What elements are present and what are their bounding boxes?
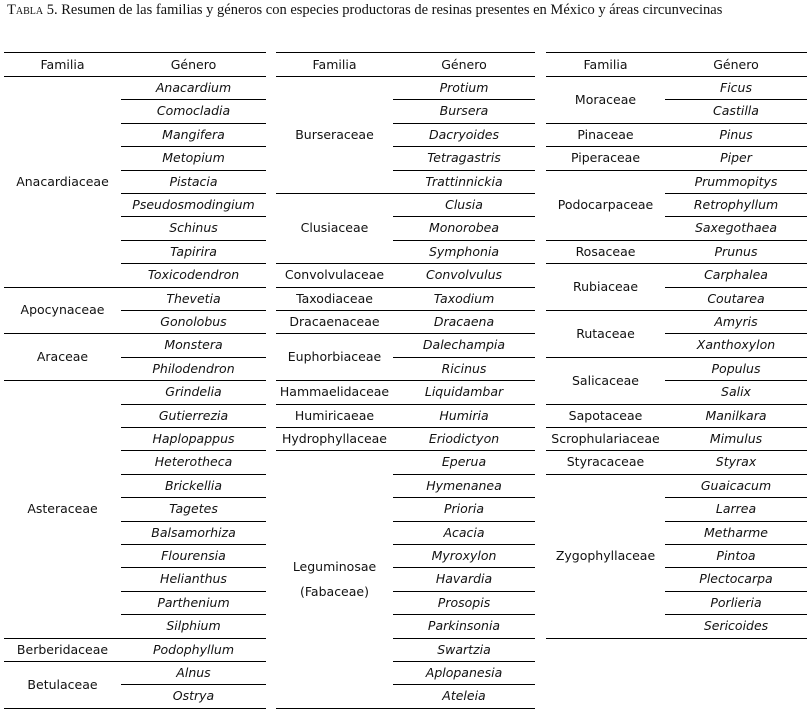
family-name: Anacardiaceae	[16, 173, 109, 189]
genus-name: Mangifera	[162, 126, 225, 142]
genus-name: Plectocarpa	[699, 571, 773, 587]
genus-name: Taxodium	[433, 290, 495, 306]
genus-name: Sericoides	[703, 618, 769, 634]
genus-name: Protium	[439, 80, 489, 95]
family-name: Salicaceae	[572, 372, 639, 388]
family-name: Zygophyllaceae	[555, 548, 656, 563]
family-name: Convolvulaceae	[284, 267, 385, 283]
genus-name: Pseudosmodingium	[132, 197, 255, 212]
family-name: Moraceae	[574, 91, 637, 107]
genus-name: Xanthoxylon	[696, 337, 776, 353]
genus-name: Comocladia	[156, 103, 231, 119]
genus-name: Bursera	[439, 103, 489, 119]
table-caption-text: Resumen de las familias y géneros con especies productoras de resinas presentes en México y áreas circunvecinas	[61, 2, 723, 18]
genus-name: Aplopanesia	[425, 665, 503, 680]
genus-name: Dalechampia	[422, 337, 506, 353]
family-name: Apocynaceae	[20, 302, 105, 318]
genus-name: Balsamorhiza	[151, 524, 236, 540]
genus-name: Gonolobus	[160, 314, 227, 329]
genus-name: Hymenanea	[426, 477, 502, 493]
genus-name: Castilla	[713, 103, 759, 119]
genus-name: Coutarea	[707, 290, 765, 306]
header-genero: Género	[713, 57, 759, 72]
family-rule	[546, 638, 807, 639]
family-name: Rubiaceae	[572, 278, 639, 294]
genus-name: Guaicacum	[700, 477, 772, 493]
header-genero: Género	[170, 57, 217, 72]
genus-name: Anacardium	[155, 80, 232, 95]
genus-name: Salix	[721, 384, 751, 400]
genus-name: Prunus	[714, 243, 758, 259]
family-name-alt: (Fabaceae)	[300, 584, 369, 600]
family-name: Sapotaceae	[568, 407, 643, 423]
genus-name: Amyris	[714, 314, 758, 329]
genus-name: Parthenium	[157, 594, 230, 610]
genus-name: Convolvulus	[425, 267, 503, 283]
genus-name: Ostrya	[172, 688, 215, 704]
genus-name: Ateleia	[442, 688, 486, 704]
genus-name: Thevetia	[166, 290, 221, 306]
genus-name: Retrophyllum	[693, 197, 779, 212]
genus-name: Carphalea	[704, 267, 768, 283]
genus-name: Styrax	[715, 454, 757, 470]
genus-name: Pintoa	[716, 548, 756, 563]
genus-name: Haplopappus	[152, 431, 235, 446]
genus-name: Toxicodendron	[147, 267, 240, 283]
genus-name: Manilkara	[705, 407, 767, 423]
genus-name: Flourensia	[161, 548, 226, 563]
genus-name: Tapirira	[170, 243, 217, 259]
genus-name: Monstera	[164, 337, 223, 353]
genus-name: Ficus	[720, 80, 752, 95]
header-familia: Familia	[312, 57, 357, 72]
genus-name: Schinus	[169, 220, 218, 236]
table-caption-label: Tabla 5.	[7, 2, 58, 18]
genus-name: Humiria	[439, 407, 489, 423]
genus-name: Pistacia	[169, 173, 218, 189]
genus-name: Acacia	[443, 524, 485, 540]
family-name: Humiricaeae	[294, 407, 375, 423]
genus-name: Heterotheca	[154, 454, 233, 470]
genus-name: Gutierrezia	[158, 407, 229, 423]
family-name: Berberidaceae	[16, 641, 109, 657]
family-name: Dracaenaceae	[289, 314, 380, 329]
genus-name: Ricinus	[441, 360, 487, 376]
genus-name: Saxegothaea	[694, 220, 778, 236]
genus-name: Trattinnickia	[425, 173, 503, 189]
genus-name: Populus	[711, 360, 761, 376]
header-familia: Familia	[583, 57, 628, 72]
genus-name: Metharme	[704, 524, 768, 540]
genus-name: Clusia	[445, 197, 483, 212]
genus-name: Metopium	[162, 150, 225, 166]
genus-name: Grindelia	[165, 384, 222, 400]
family-name: Clusiaceae	[300, 220, 369, 236]
genus-name: Symphonia	[428, 243, 500, 259]
genus-name: Larrea	[715, 501, 757, 517]
family-name: Betulaceae	[27, 676, 98, 692]
genus-name: Helianthus	[160, 571, 227, 587]
genus-name: Prummopitys	[694, 173, 778, 189]
header-familia: Familia	[40, 57, 85, 72]
family-name: Pinaceae	[577, 126, 634, 142]
family-name: Rutaceae	[576, 325, 635, 341]
family-name: Rosaceae	[575, 243, 636, 259]
genus-name: Myroxylon	[431, 548, 497, 563]
genus-name: Liquidambar	[424, 384, 504, 400]
genus-name: Havardia	[435, 571, 493, 587]
family-name: Scrophulariaceae	[551, 431, 660, 446]
genus-name: Dracaena	[433, 314, 495, 329]
genus-name: Parkinsonia	[427, 618, 501, 634]
genus-name: Dacryoides	[429, 126, 499, 142]
genus-name: Tetragastris	[427, 150, 501, 166]
genus-name: Brickellia	[164, 477, 223, 493]
genus-name: Eriodictyon	[428, 431, 500, 446]
genus-name: Philodendron	[152, 360, 235, 376]
header-genero: Género	[441, 57, 487, 72]
genus-name: Tagetes	[169, 501, 218, 517]
family-name: Piperaceae	[570, 150, 641, 166]
family-name: Taxodiaceae	[296, 290, 373, 306]
family-name: Hydrophyllaceae	[281, 431, 388, 446]
genus-name: Podophyllum	[152, 641, 235, 657]
genus-name: Porlieria	[710, 594, 762, 610]
family-name: Styracaceae	[566, 454, 645, 470]
genus-name: Swartzia	[437, 641, 491, 657]
family-name: Araceae	[36, 349, 89, 365]
genus-name: Piper	[720, 150, 752, 166]
genus-name: Alnus	[176, 665, 211, 680]
family-rule	[4, 708, 266, 709]
family-name: Podocarpaceae	[557, 197, 654, 212]
family-name: Euphorbiaceae	[287, 349, 382, 365]
genus-name: Eperua	[441, 454, 487, 470]
family-name: Leguminosae	[292, 558, 377, 574]
genus-name: Pinus	[719, 126, 753, 142]
genus-name: Monorobea	[428, 220, 500, 236]
family-rule	[276, 708, 535, 709]
family-name: Burseraceae	[295, 126, 374, 142]
genus-name: Silphium	[166, 618, 221, 634]
genus-name: Mimulus	[709, 431, 763, 446]
genus-name: Prioria	[443, 501, 485, 517]
genus-name: Prosopis	[437, 594, 491, 610]
family-name: Hammaelidaceae	[279, 384, 390, 400]
family-name: Asteraceae	[27, 501, 98, 517]
